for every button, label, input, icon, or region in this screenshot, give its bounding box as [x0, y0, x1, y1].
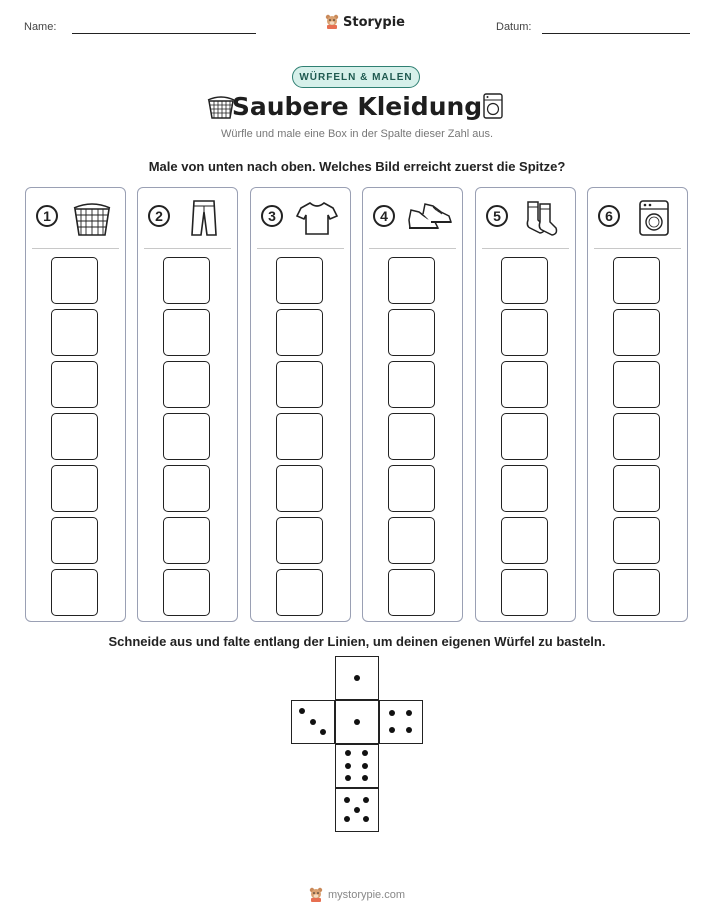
die-pip	[345, 775, 351, 781]
color-box[interactable]	[51, 569, 98, 616]
color-box[interactable]	[163, 465, 210, 512]
color-box[interactable]	[501, 465, 548, 512]
instruction: Male von unten nach oben. Welches Bild erreicht zuerst die Spitze?	[148, 159, 566, 174]
column-divider	[257, 248, 344, 249]
color-box[interactable]	[388, 569, 435, 616]
color-box[interactable]	[501, 257, 548, 304]
name-line[interactable]	[72, 33, 256, 34]
die-face-5	[335, 788, 379, 832]
color-box[interactable]	[501, 569, 548, 616]
column-number: 2	[148, 205, 170, 227]
color-box[interactable]	[276, 309, 323, 356]
color-box[interactable]	[51, 413, 98, 460]
storypie-footer-icon	[309, 887, 323, 903]
brand-name: Storypie	[343, 14, 405, 30]
color-box[interactable]	[51, 309, 98, 356]
color-box[interactable]	[388, 257, 435, 304]
die-face-6	[335, 744, 379, 788]
color-box[interactable]	[163, 569, 210, 616]
die-pip	[354, 719, 360, 725]
column-3	[250, 187, 351, 622]
page-title: Saubere Kleidung	[231, 92, 483, 121]
die-pip	[344, 797, 350, 803]
color-box[interactable]	[51, 517, 98, 564]
column-number: 1	[36, 205, 58, 227]
color-box[interactable]	[613, 361, 660, 408]
column-number: 3	[261, 205, 283, 227]
color-box[interactable]	[163, 517, 210, 564]
color-box[interactable]	[276, 257, 323, 304]
color-box[interactable]	[613, 413, 660, 460]
color-box[interactable]	[276, 361, 323, 408]
column-divider	[369, 248, 456, 249]
color-box[interactable]	[388, 413, 435, 460]
color-box[interactable]	[276, 413, 323, 460]
die-pip	[344, 816, 350, 822]
activity-tag: WÜRFELN & MALEN	[292, 66, 420, 88]
die-pip	[310, 719, 316, 725]
column-divider	[482, 248, 569, 249]
die-pip	[362, 763, 368, 769]
color-box[interactable]	[613, 465, 660, 512]
color-box[interactable]	[51, 257, 98, 304]
laundry-basket-icon	[68, 198, 116, 238]
column-5	[475, 187, 576, 622]
die-pip	[362, 775, 368, 781]
footer-url[interactable]: mystorypie.com	[327, 889, 406, 901]
die-pip	[362, 750, 368, 756]
washing-machine-icon	[630, 198, 678, 238]
die-face-1	[335, 656, 379, 700]
color-box[interactable]	[163, 413, 210, 460]
t-shirt-icon	[293, 198, 341, 238]
color-box[interactable]	[51, 465, 98, 512]
column-divider	[32, 248, 119, 249]
die-pip	[406, 727, 412, 733]
die-pip	[345, 763, 351, 769]
column-1	[25, 187, 126, 622]
color-box[interactable]	[501, 413, 548, 460]
sneakers-icon	[405, 198, 453, 238]
color-box[interactable]	[388, 361, 435, 408]
color-box[interactable]	[613, 569, 660, 616]
color-box[interactable]	[388, 517, 435, 564]
pants-icon	[180, 198, 228, 238]
die-face-1	[335, 700, 379, 744]
die-pip	[354, 675, 360, 681]
die-pip	[363, 797, 369, 803]
column-divider	[144, 248, 231, 249]
name-label: Name:	[24, 21, 57, 33]
color-box[interactable]	[163, 361, 210, 408]
column-6	[587, 187, 688, 622]
die-pip	[389, 710, 395, 716]
column-2	[137, 187, 238, 622]
color-box[interactable]	[163, 257, 210, 304]
die-pip	[345, 750, 351, 756]
brand-logo	[325, 14, 405, 30]
die-face-4	[379, 700, 423, 744]
die-pip	[363, 816, 369, 822]
color-box[interactable]	[613, 517, 660, 564]
die-pip	[320, 729, 326, 735]
column-4	[362, 187, 463, 622]
die-pip	[389, 727, 395, 733]
date-label: Datum:	[496, 21, 532, 33]
color-box[interactable]	[51, 361, 98, 408]
color-box[interactable]	[276, 569, 323, 616]
color-box[interactable]	[388, 309, 435, 356]
color-box[interactable]	[163, 309, 210, 356]
date-line[interactable]	[542, 33, 690, 34]
socks-icon	[518, 198, 566, 238]
die-pip	[406, 710, 412, 716]
column-number: 4	[373, 205, 395, 227]
color-box[interactable]	[501, 517, 548, 564]
color-box[interactable]	[388, 465, 435, 512]
cut-instruction: Schneide aus und falte entlang der Linien, um deinen eigenen Würfel zu basteln.	[108, 634, 606, 649]
subtitle: Würfle und male eine Box in der Spalte dieser Zahl aus.	[220, 128, 494, 140]
column-number: 5	[486, 205, 508, 227]
washing-machine-title-icon	[481, 92, 505, 120]
storypie-bear-icon	[325, 14, 339, 30]
color-box[interactable]	[613, 257, 660, 304]
color-box[interactable]	[613, 309, 660, 356]
die-pip	[299, 708, 305, 714]
color-box[interactable]	[501, 309, 548, 356]
die-face-3	[291, 700, 335, 744]
die-pip	[354, 807, 360, 813]
color-box[interactable]	[276, 517, 323, 564]
column-divider	[594, 248, 681, 249]
column-number: 6	[598, 205, 620, 227]
color-box[interactable]	[501, 361, 548, 408]
color-box[interactable]	[276, 465, 323, 512]
footer	[0, 887, 714, 903]
